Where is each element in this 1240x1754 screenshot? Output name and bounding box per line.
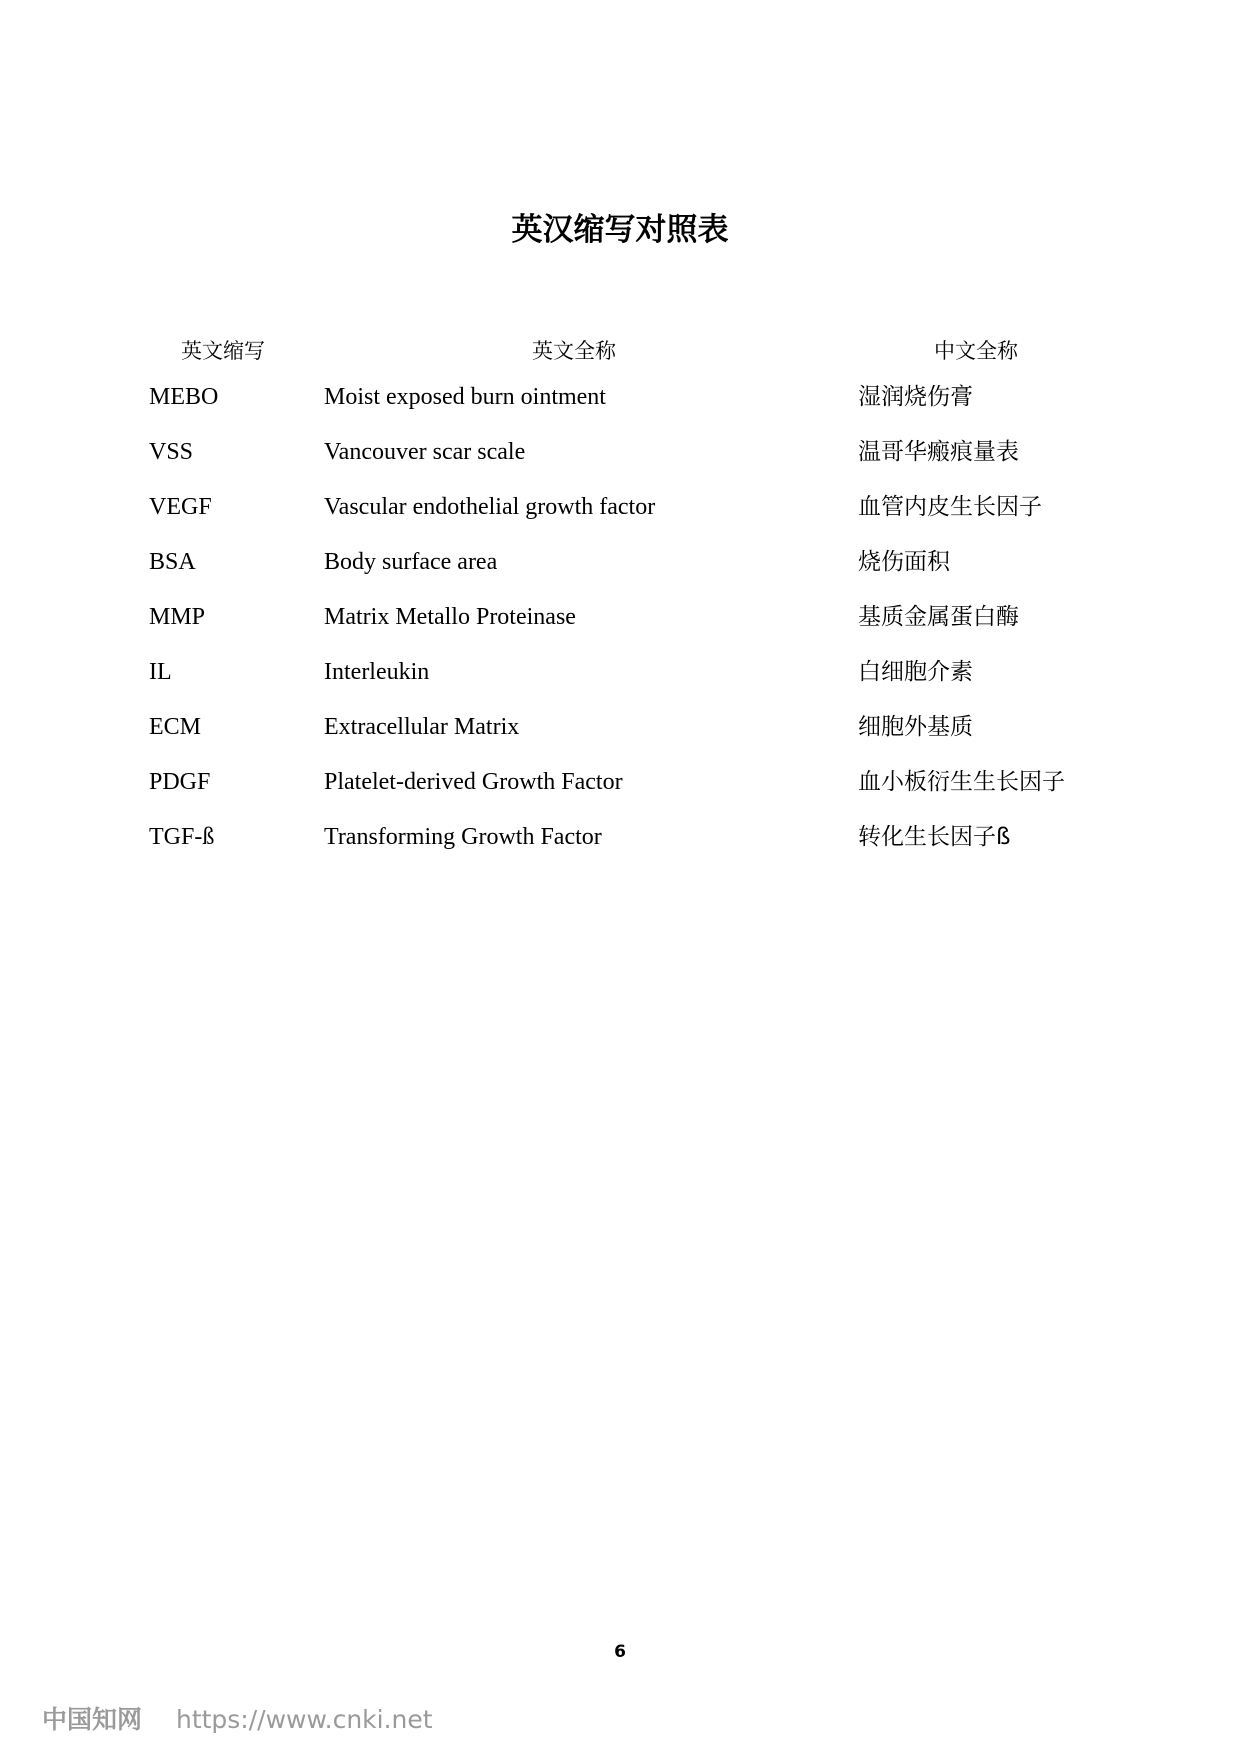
chinese-name-cell: 基质金属蛋白酶 bbox=[858, 604, 1019, 630]
chinese-name-cell: 温哥华瘢痕量表 bbox=[858, 439, 1019, 465]
chinese-name-cell: 转化生长因子ß bbox=[858, 824, 1011, 850]
table-row bbox=[0, 767, 1240, 822]
abbr-cell: ECM bbox=[149, 714, 202, 740]
english-name-cell: Body surface area bbox=[324, 549, 498, 575]
page-number: 6 bbox=[614, 1642, 626, 1662]
abbr-cell: PDGF bbox=[149, 769, 211, 795]
table-row bbox=[0, 547, 1240, 602]
abbr-cell: IL bbox=[149, 659, 172, 685]
abbr-cell: MEBO bbox=[149, 384, 219, 410]
abbr-cell: BSA bbox=[149, 549, 196, 575]
english-name-cell: Transforming Growth Factor bbox=[324, 824, 602, 850]
header-abbr: 英文缩写 bbox=[181, 339, 265, 363]
cnki-watermark bbox=[42, 1700, 433, 1736]
english-name-cell: Matrix Metallo Proteinase bbox=[324, 604, 576, 630]
watermark-brand: 中国知网 bbox=[42, 1705, 143, 1734]
chinese-name-cell: 烧伤面积 bbox=[858, 549, 950, 575]
abbr-cell: VEGF bbox=[149, 494, 212, 520]
table-row bbox=[0, 602, 1240, 657]
abbr-cell: TGF-ß bbox=[149, 824, 215, 850]
page-title: 英汉缩写对照表 bbox=[511, 212, 729, 248]
header-chinese: 中文全称 bbox=[934, 339, 1018, 363]
english-name-cell: Vancouver scar scale bbox=[324, 439, 526, 465]
table-row bbox=[0, 657, 1240, 712]
chinese-name-cell: 湿润烧伤膏 bbox=[858, 384, 973, 410]
english-name-cell: Platelet-derived Growth Factor bbox=[324, 769, 623, 795]
table-row bbox=[0, 822, 1240, 877]
english-name-cell: Vascular endothelial growth factor bbox=[324, 494, 656, 520]
abbreviation-table bbox=[0, 382, 1240, 877]
table-row bbox=[0, 437, 1240, 492]
table-row bbox=[0, 492, 1240, 547]
english-name-cell: Interleukin bbox=[324, 659, 430, 685]
watermark-url: https://www.cnki.net bbox=[175, 1705, 433, 1734]
english-name-cell: Extracellular Matrix bbox=[324, 714, 520, 740]
abbr-cell: MMP bbox=[149, 604, 206, 630]
english-name-cell: Moist exposed burn ointment bbox=[324, 384, 606, 410]
header-english: 英文全称 bbox=[532, 339, 616, 363]
chinese-name-cell: 细胞外基质 bbox=[858, 714, 973, 740]
table-row bbox=[0, 712, 1240, 767]
chinese-name-cell: 白细胞介素 bbox=[858, 659, 973, 685]
chinese-name-cell: 血管内皮生长因子 bbox=[858, 494, 1042, 520]
chinese-name-cell: 血小板衍生生长因子 bbox=[858, 769, 1065, 795]
table-row bbox=[0, 382, 1240, 437]
abbr-cell: VSS bbox=[149, 439, 194, 465]
